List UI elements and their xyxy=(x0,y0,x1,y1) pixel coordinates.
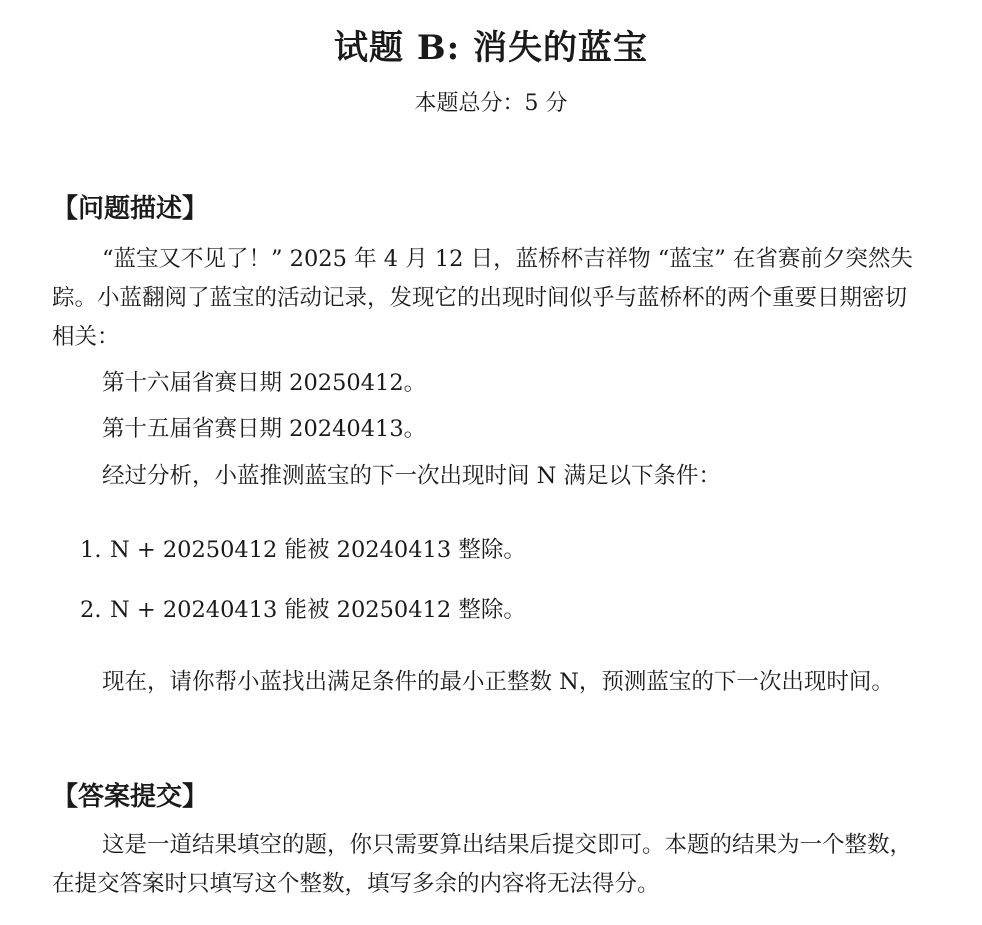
date-16th: 第十六届省赛日期 20250412。 xyxy=(102,370,427,396)
condition-number: 2. xyxy=(80,597,102,623)
problem-description-heading: 【问题描述】 xyxy=(52,194,209,224)
task-paragraph: 现在，请你帮小蓝找出满足条件的最小正整数 N，预测蓝宝的下一次出现时间。 xyxy=(102,669,894,695)
condition-text: N + 20240413 能被 20250412 整除。 xyxy=(110,597,526,623)
intro-paragraph: “蓝宝又不见了！” 2025 年 4 月 12 日，蓝桥杯吉祥物 “蓝宝” 在省赛前夕突然失踪。小蓝翻阅了蓝宝的活动记录，发现它的出现时间似乎与蓝桥杯的两个重要日期密切相关： xyxy=(52,246,913,350)
date-15th: 第十五届省赛日期 20240413。 xyxy=(102,416,427,442)
answer-submission-heading: 【答案提交】 xyxy=(52,782,209,812)
total-score: 本题总分：5 分 xyxy=(414,91,568,116)
answer-paragraph: 这是一道结果填空的题，你只需要算出结果后提交即可。本题的结果为一个整数，在提交答案时只填写这个整数，填写多余的内容将无法得分。 xyxy=(52,832,913,897)
analysis-paragraph: 经过分析，小蓝推测蓝宝的下一次出现时间 N 满足以下条件： xyxy=(102,463,721,489)
condition-text: N + 20250412 能被 20240413 整除。 xyxy=(110,537,526,563)
condition-number: 1. xyxy=(80,537,102,563)
condition-item xyxy=(80,532,526,568)
problem-title: 试题 B: 消失的蓝宝 xyxy=(334,28,648,68)
condition-item xyxy=(80,592,526,628)
